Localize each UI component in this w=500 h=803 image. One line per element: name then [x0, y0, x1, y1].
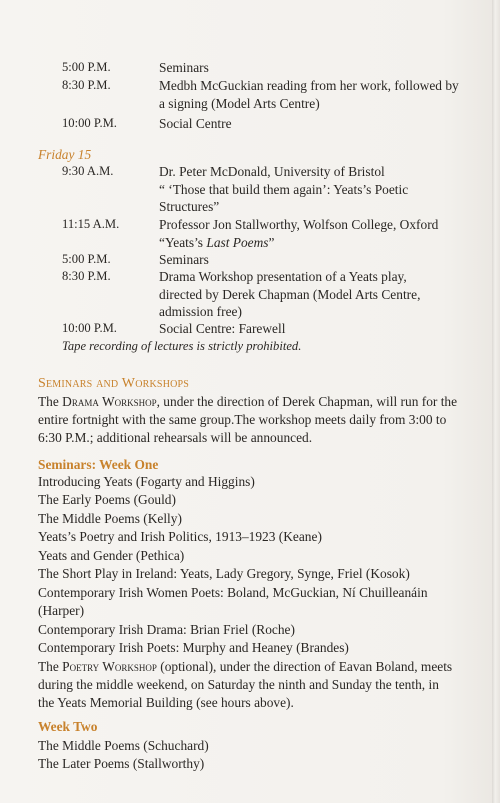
recording-notice: Tape recording of lectures is strictly prohibited.	[62, 339, 302, 353]
event-description	[159, 163, 459, 216]
lecturer: Professor Jon Stallworthy, Wolfson College, Oxford	[159, 217, 439, 232]
seminar-item: Contemporary Irish Women Poets: Boland, McGuckian, Ní Chuilleanáin (Harper)	[38, 585, 428, 618]
week-two-heading: Week Two	[38, 719, 98, 734]
page-edge	[492, 0, 500, 803]
seminar-item: The Later Poems (Stallworthy)	[38, 756, 205, 771]
day-heading-friday: Friday 15	[38, 147, 92, 162]
event-description	[159, 216, 459, 251]
event-description: Medbh McGuckian reading from her work, followed by a signing (Model Arts Centre)	[159, 78, 459, 111]
event-description: Seminars	[159, 60, 209, 75]
week-one-heading: Seminars: Week One	[38, 457, 159, 472]
event-time: 8:30 P.M.	[62, 269, 111, 283]
seminar-item: Introducing Yeats (Fogarty and Higgins)	[38, 474, 255, 489]
event-description: Social Centre	[159, 116, 232, 131]
seminar-item: Yeats’s Poetry and Irish Politics, 1913–1923 (Keane)	[38, 529, 322, 544]
event-time: 5:00 P.M.	[62, 60, 111, 74]
seminar-item: Contemporary Irish Poets: Murphy and Heaney (Brandes)	[38, 640, 349, 655]
seminar-item: The Middle Poems (Kelly)	[38, 511, 182, 526]
poetry-workshop-paragraph: The Poetry Workshop (optional), under the direction of Eavan Boland, meets during the middle weekend, on Saturday the ninth and Sunday the tenth, in the Yeats Memorial Building (see hours above).	[38, 659, 453, 710]
event-time: 10:00 P.M.	[62, 116, 117, 130]
section-heading: Seminars and Workshops	[38, 376, 190, 391]
event-time: 11:15 A.M.	[62, 217, 120, 231]
seminar-item: The Short Play in Ireland: Yeats, Lady Gregory, Synge, Friel (Kosok)	[38, 566, 410, 581]
event-time: 9:30 A.M.	[62, 164, 114, 178]
seminar-item: The Early Poems (Gould)	[38, 492, 176, 507]
lecture-title: “Yeats’s Last Poems”	[159, 234, 275, 250]
drama-workshop-paragraph: The Drama Workshop, under the direction of Derek Chapman, will run for the entire fortnight with the same group.The workshop meets daily from 3:00 to 6:30 P.M.; additional rehearsals will be announced.	[38, 394, 458, 445]
event-time: 5:00 P.M.	[62, 252, 111, 266]
event-description: Drama Workshop presentation of a Yeats play, directed by Derek Chapman (Model Arts Centre, admission free)	[159, 269, 421, 319]
lecturer: Dr. Peter McDonald, University of Bristol	[159, 164, 385, 179]
seminar-item: Yeats and Gender (Pethica)	[38, 548, 185, 563]
seminar-item: Contemporary Irish Drama: Brian Friel (Roche)	[38, 622, 295, 637]
event-time: 8:30 P.M.	[62, 78, 111, 92]
event-description: Seminars	[159, 252, 209, 267]
event-description: Social Centre: Farewell	[159, 321, 286, 336]
event-time: 10:00 P.M.	[62, 321, 117, 335]
lecture-title: “ ‘Those that build them again’: Yeats’s Poetic Structures”	[159, 181, 409, 214]
seminar-item: The Middle Poems (Schuchard)	[38, 738, 209, 753]
